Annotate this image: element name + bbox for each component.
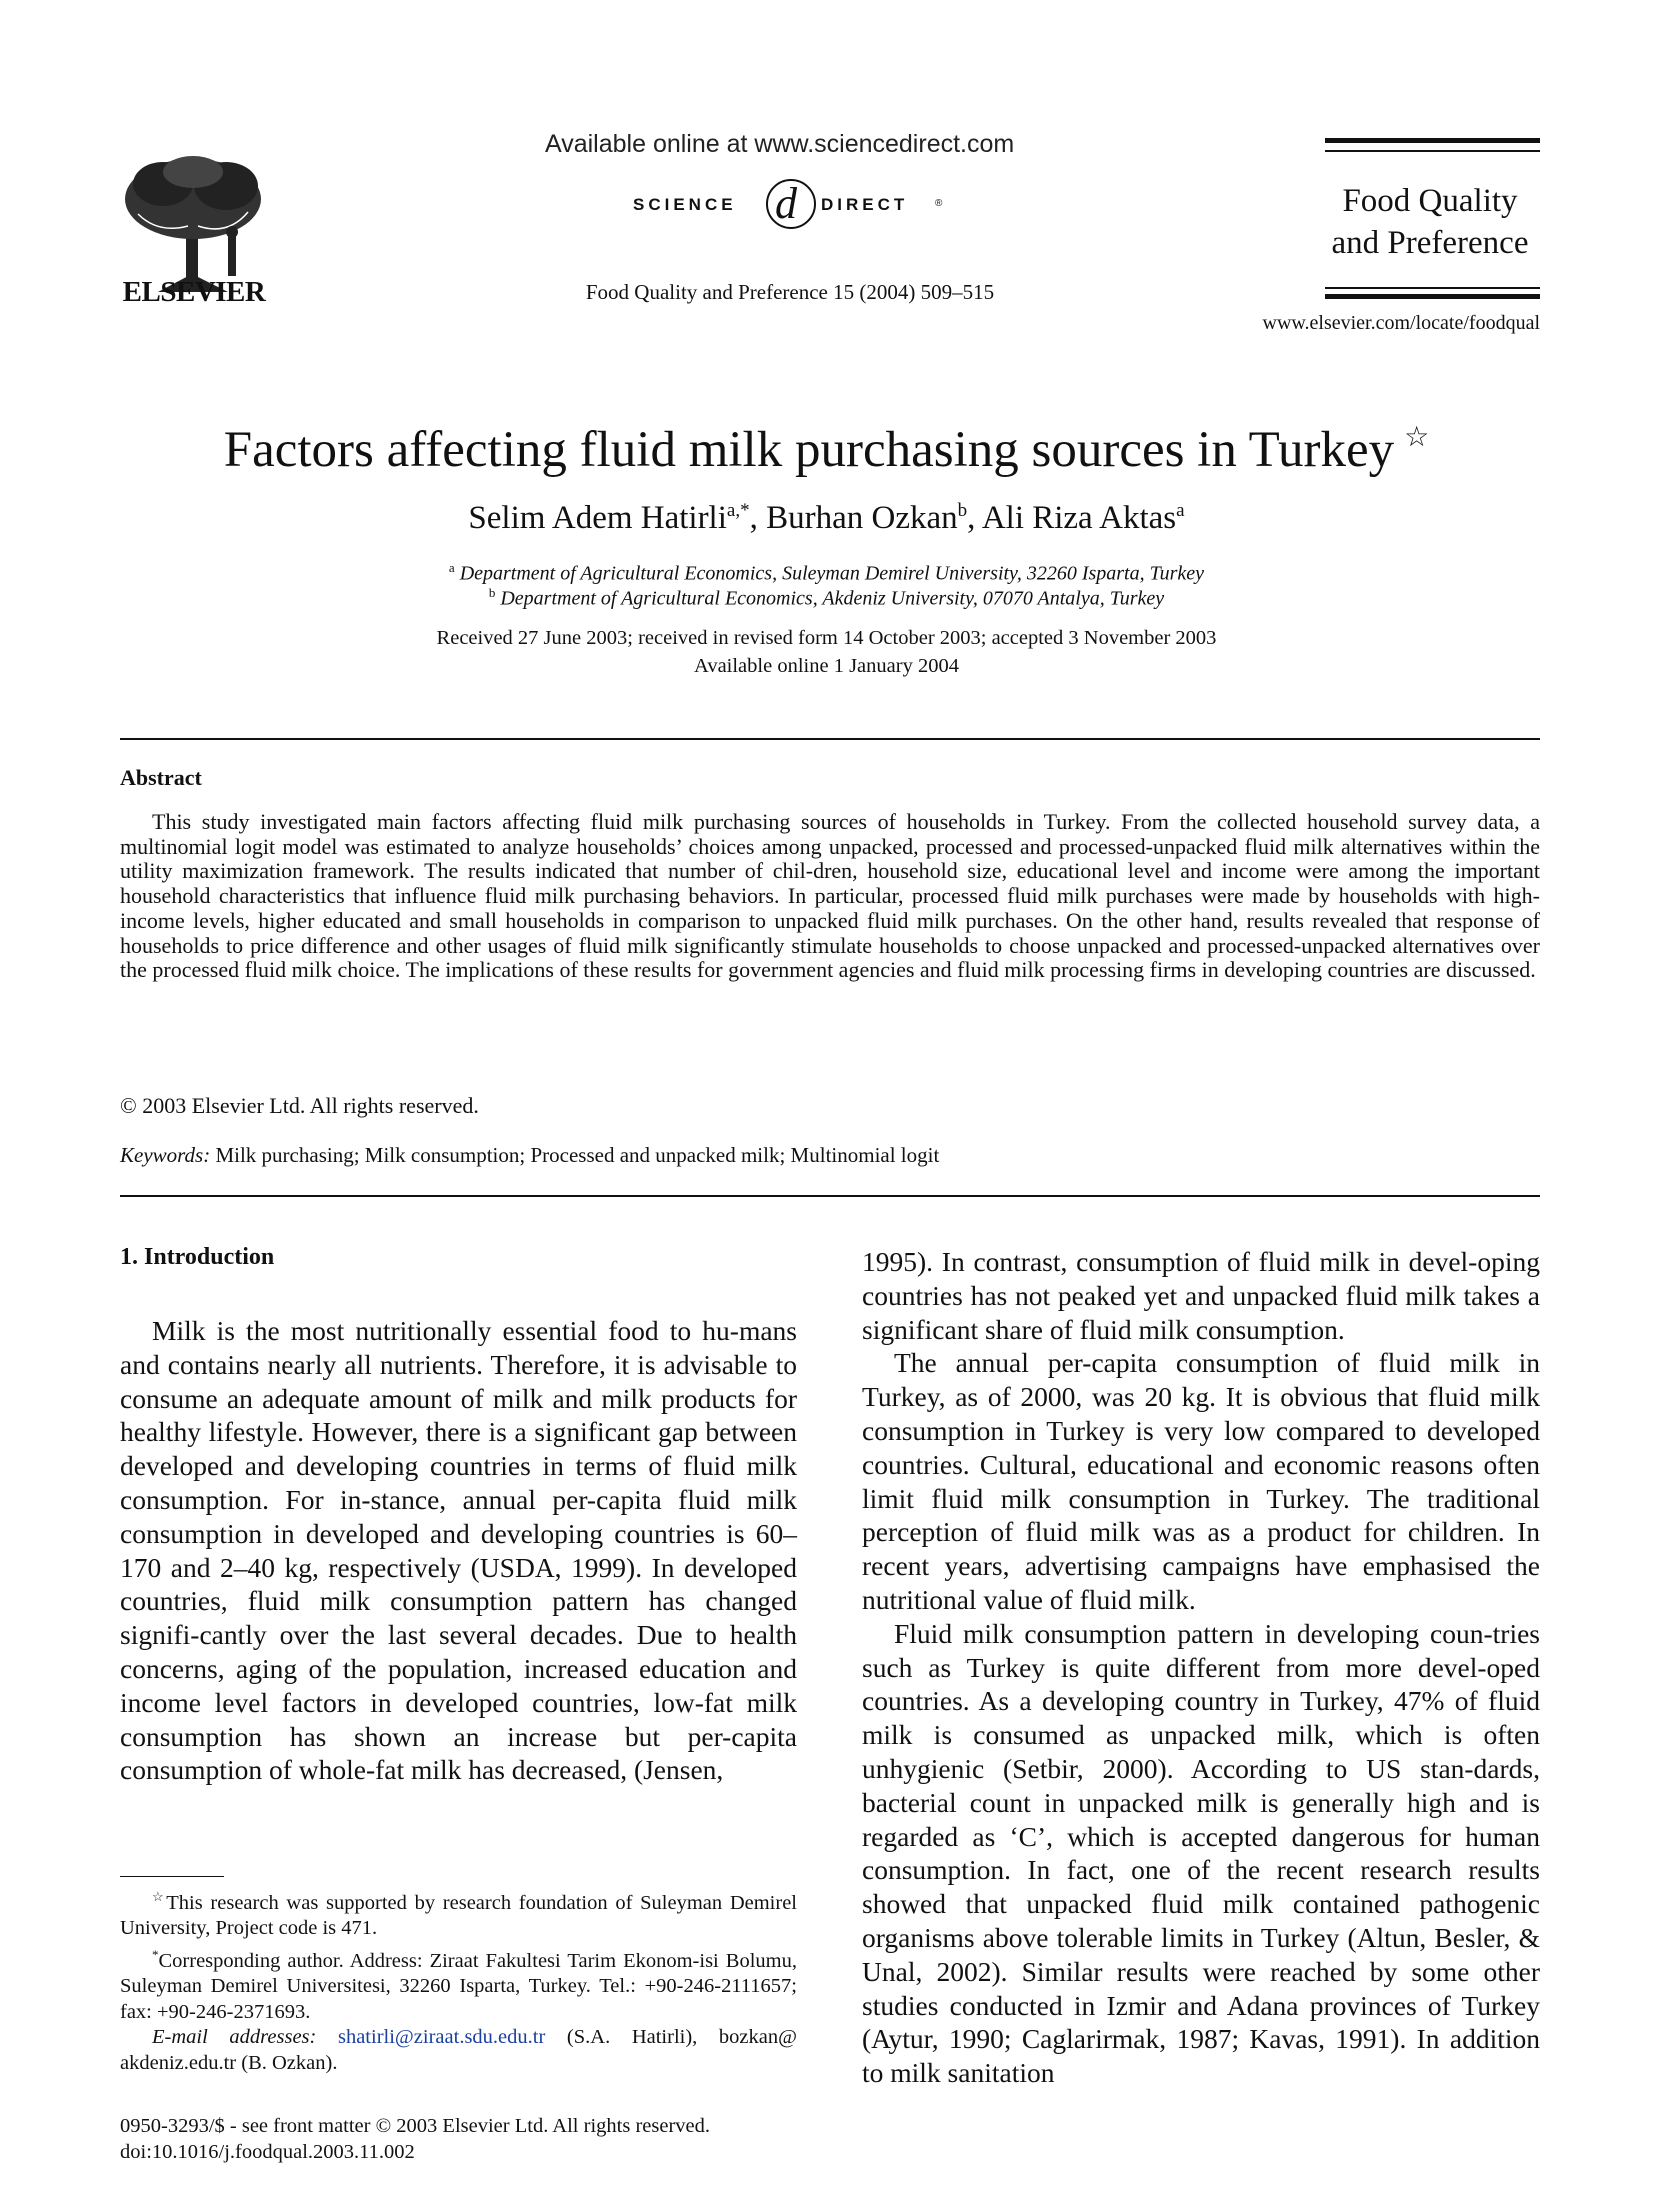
received-dates: Received 27 June 2003; received in revised form 14 October 2003; accepted 3 November 2003: [436, 627, 1217, 649]
journal-title-rule-bottom: [1325, 294, 1540, 299]
paragraph: 1995). In contrast, consumption of fluid milk in devel-oping countries has not peaked yet and unpacked fluid milk takes a significant share of fluid milk consumption.: [862, 1246, 1540, 1345]
doi-line[interactable]: doi:10.1016/j.foodqual.2003.11.002: [120, 2140, 415, 2163]
abstract-copyright: © 2003 Elsevier Ltd. All rights reserved.: [120, 1093, 479, 1118]
publisher-name: ELSEVIER: [122, 276, 266, 308]
front-matter-info: [120, 2114, 820, 2165]
article-title: Factors affecting fluid milk purchasing sources in Turkey ☆: [223, 422, 1430, 478]
right-column: [862, 1245, 1540, 2090]
footnote: ☆This research was supported by research foundation of Suleyman Demirel University, Project code is 471.: [120, 1889, 797, 1940]
affiliation: $^b$ Department of Agricultural Economics, Akdeniz University, 07070 Antalya, Turkey: [488, 585, 1165, 610]
divider: [120, 738, 1540, 740]
author-name: Selim Adem Hatirli: [468, 500, 727, 536]
paragraph: The annual per-capita consumption of fluid milk in Turkey, as of 2000, was 20 kg. It is obvious that fluid milk consumption in Turkey is very low compared to developed countries. Cultural, educational and economic reasons often limit fluid milk consumption in Turkey. The traditional perception of fluid milk was as a product for children. In recent years, advertising campaigns have emphasised the nutritional value of fluid milk.: [862, 1347, 1540, 1615]
affiliation: $^a$ Department of Agricultural Economics, Suleyman Demirel University, 32260 Isparta, Turkey: [448, 560, 1205, 585]
available-online-text: Available online at www.sciencedirect.com: [545, 130, 1015, 158]
svg-text:®: ®: [935, 198, 943, 209]
email-link[interactable]: shatirli@ziraat.sdu.edu.tr: [337, 2026, 546, 2049]
sd-left-word: SCIENCE: [633, 195, 737, 214]
keywords: Keywords: Milk purchasing; Milk consumption; Processed and unpacked milk; Multinomial logit: [120, 1143, 940, 1167]
sd-right-word: DIRECT: [821, 195, 909, 214]
title-footnote-star-icon: ☆: [1404, 422, 1430, 453]
journal-title: Food Quality and Preference: [1331, 183, 1529, 261]
footnotes: [120, 1884, 797, 2076]
footnote: *Corresponding author. Address: Ziraat Fakultesi Tarim Ekonom-isi Bolumu, Suleyman Demirel Universitesi, 32260 Isparta, Turkey. Tel.: +90-246-2111657; fax: +90-246-2371693.: [120, 1946, 797, 2023]
available-online-date: Available online 1 January 2004: [694, 655, 959, 677]
author-name: Burhan Ozkan: [766, 500, 958, 536]
journal-url[interactable]: www.elsevier.com/locate/foodqual: [1262, 312, 1540, 334]
journal-title-rule-bottom-thin: [1325, 287, 1540, 289]
paragraph: Milk is the most nutritionally essential food to hu-mans and contains nearly all nutrients. Therefore, it is advisable to consume an adequate amount of milk and milk products for healthy lifestyle. However, there is a significant gap between developed and developing countries in terms of fluid milk consumption. For in-stance, annual per-capita fluid milk consumption in developed and developing countries is 60–170 and 2–40 kg, respectively (USDA, 1999). In developed countries, fluid milk consumption pattern has changed signifi-cantly over the last several decades. Due to health concerns, aging of the population, increased education and income level factors in developed countries, low-fat milk consumption has shown an increase but per-capita consumption of whole-fat milk has decreased, (Jensen,: [120, 1315, 797, 1786]
author-list: Selim Adem Hatirli$^{a,*}$, Burhan Ozkan$^b$, Ali Riza Aktas$^a$: [468, 500, 1185, 536]
journal-title-rule-top: [1325, 138, 1540, 143]
issn-line: 0950-3293/$ - see front matter © 2003 Elsevier Ltd. All rights reserved.: [120, 2115, 711, 2137]
footnote-emails: E-mail addresses: shatirli@ziraat.sdu.edu.tr (S.A. Hatirli), bozkan@ akdeniz.edu.tr (B. Ozkan).: [120, 2026, 797, 2074]
svg-text:d: d: [775, 179, 797, 228]
section-heading: 1. Introduction: [120, 1244, 275, 1270]
paragraph: Fluid milk consumption pattern in developing coun-tries such as Turkey is quite different from more devel-oped countries. As a developing country in Turkey, 47% of fluid milk is consumed as unpacked milk, which is often unhygienic (Setbir, 2000). According to US stan-dards, bacterial count in unpacked milk is generally high and is regarded as ‘C’, which is accepted dangerous for human consumption. In fact, one of the recent research results showed that unpacked fluid milk contained pathogenic organisms above tolerable limits in Turkey (Altun, Besler, & Unal, 2002). Similar results were reached by some other studies conducted in Izmir and Adana provinces of Turkey (Aytur, 1990; Caglarirmak, 1987; Kavas, 1991). In addition to milk sanitation: [862, 1617, 1540, 2089]
journal-title-rule-top-thin: [1325, 150, 1540, 152]
abstract-heading: Abstract: [120, 765, 202, 790]
journal-citation: Food Quality and Preference 15 (2004) 509–515: [585, 280, 995, 304]
author-name: Ali Riza Aktas: [981, 500, 1177, 536]
left-column: [120, 1314, 797, 1787]
sciencedirect-logo: [633, 172, 948, 234]
abstract-text: This study investigated main factors affecting fluid milk purchasing sources of households in Turkey. From the collected household survey data, a multinomial logit model was estimated to analyze households’ choices among unpacked, processed and processed-unpacked fluid milk alternatives within the utility maximization framework. The results indicated that number of chil-dren, household size, educational level and income were among the important household characteristics that influence fluid milk purchasing behaviors. In particular, processed fluid milk purchases were made by households with high-income levels, higher educated and small households in comparison to unpacked fluid milk purchases. On the other hand, results revealed that response of households to price difference and other usages of fluid milk significantly stimulate households to choose unpacked and processed-unpacked alternatives over the processed fluid milk choice. The implications of these results for government agencies and fluid milk processing firms in developing countries are discussed.: [120, 809, 1540, 983]
divider: [120, 1195, 1540, 1197]
footnote-rule: [120, 1876, 224, 1877]
